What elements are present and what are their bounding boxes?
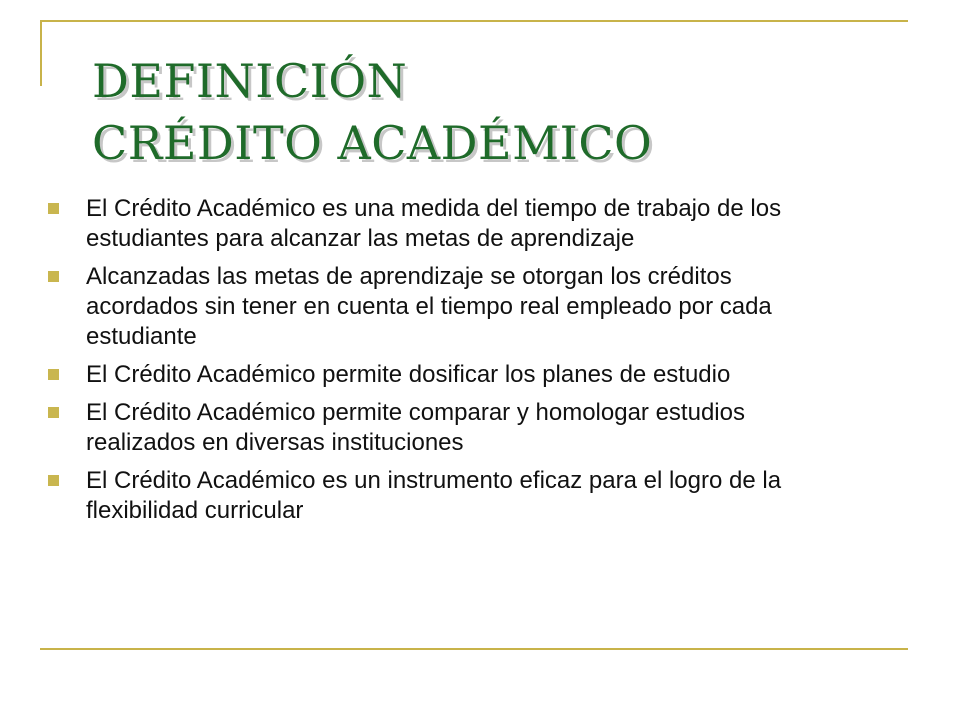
title-line-2: CRÉDITO ACADÉMICO	[92, 116, 653, 170]
bullet-text: Alcanzadas las metas de aprendizaje se otorgan los créditos acordados sin tener en cuenta el tiempo real empleado por cada estudiante	[86, 263, 772, 350]
bullet-item	[48, 466, 848, 526]
square-bullet-icon	[48, 203, 59, 214]
slide-title	[92, 50, 652, 174]
bullet-text: El Crédito Académico permite comparar y homologar estudios realizados en diversas instituciones	[86, 399, 745, 456]
bullet-item	[48, 398, 848, 458]
bottom-divider	[40, 648, 908, 650]
bullet-item	[48, 194, 848, 254]
title-line-1: DEFINICIÓN	[92, 54, 408, 108]
bullet-text: El Crédito Académico permite dosificar los planes de estudio	[86, 361, 731, 388]
square-bullet-icon	[48, 271, 59, 282]
square-bullet-icon	[48, 407, 59, 418]
bullet-text: El Crédito Académico es un instrumento eficaz para el logro de la flexibilidad curricular	[86, 467, 782, 524]
left-divider	[40, 20, 42, 86]
bullet-text: El Crédito Académico es una medida del tiempo de trabajo de los estudiantes para alcanzar las metas de aprendizaje	[86, 195, 782, 252]
bullet-item	[48, 360, 848, 390]
square-bullet-icon	[48, 475, 59, 486]
bullet-item	[48, 262, 848, 352]
bullet-list	[48, 194, 848, 534]
top-divider	[40, 20, 908, 22]
square-bullet-icon	[48, 369, 59, 380]
